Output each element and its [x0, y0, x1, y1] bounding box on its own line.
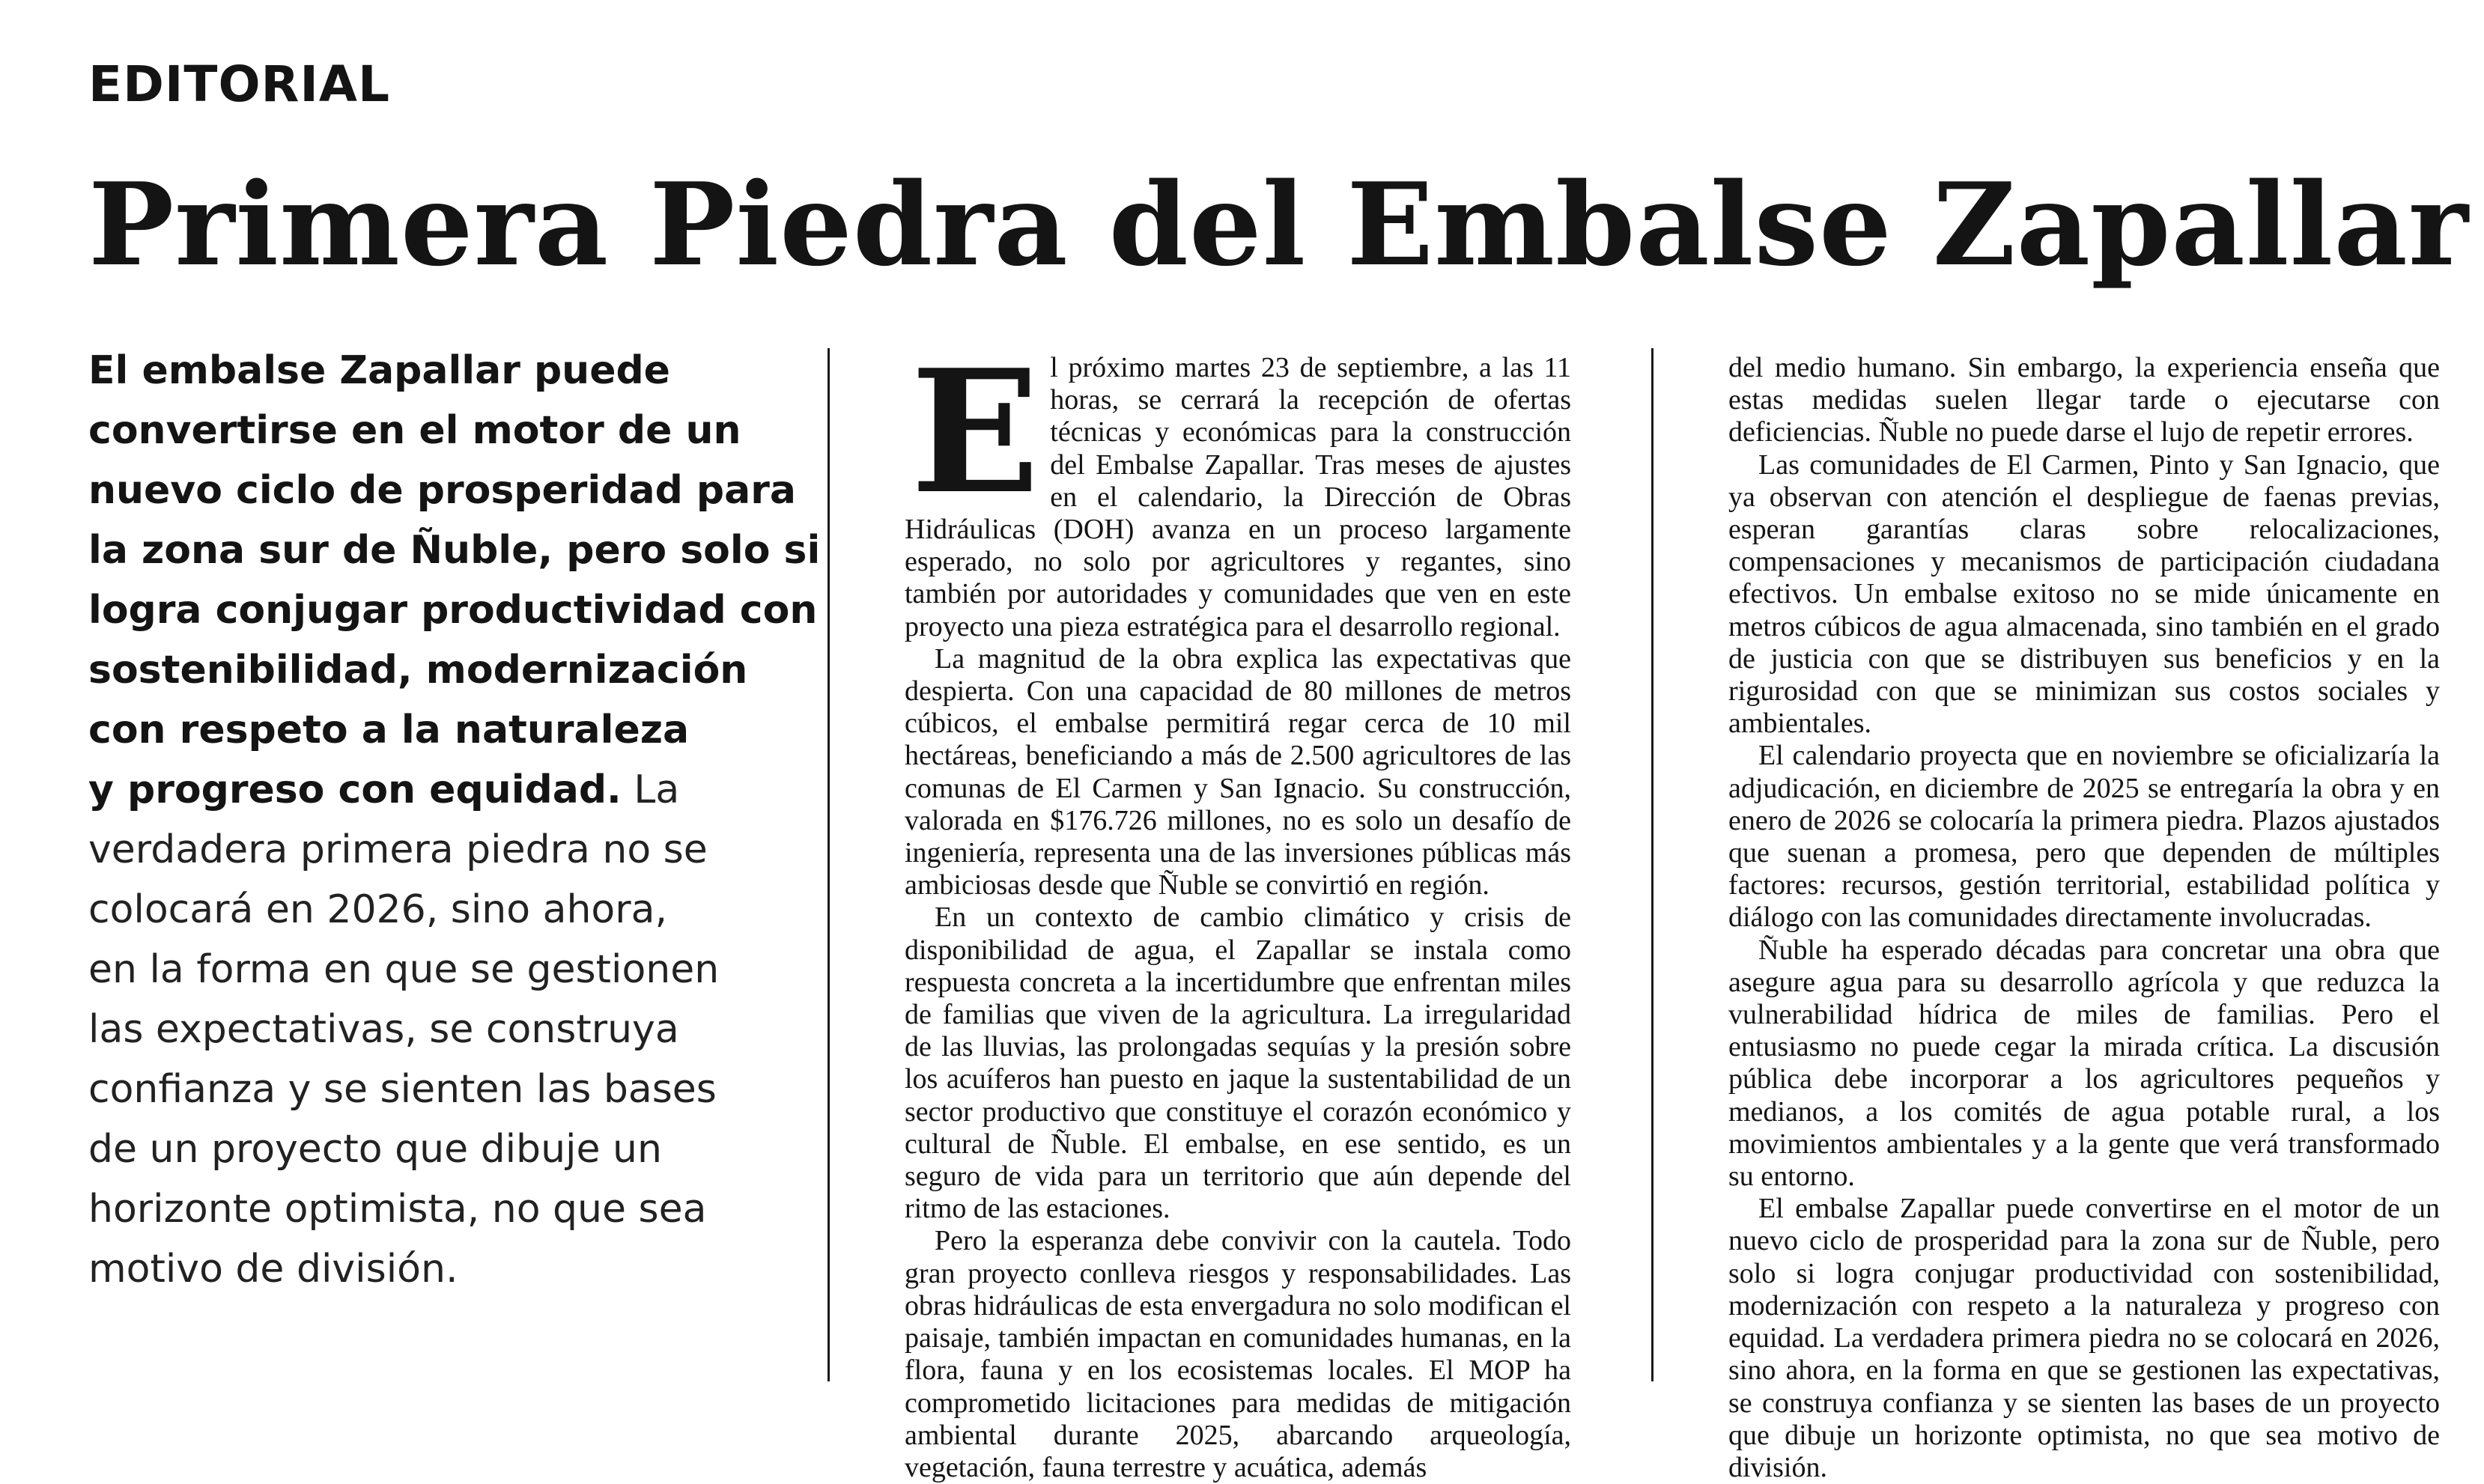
paragraph-3: En un contexto de cambio climático y crisis de disponibilidad de agua, el Zapallar se instala como respuesta concreta a la incertidumbre que enfrentan miles de familias que viven de la agricultura. La irregularidad de las lluvias, las prolongadas sequías y la presión sobre los acuíferos han puesto en jaque la sustentabilidad de un sector productivo que constituye el corazón económico y cultural de Ñuble. El embalse, en ese sentido, es un seguro de vida para un territorio que aún depende del ritmo de las estaciones. — [905, 901, 1571, 1225]
lead-line: convertirse en el motor de un — [88, 408, 741, 453]
drop-cap: E — [911, 333, 1040, 532]
lead-line: logra conjugar productividad con — [88, 588, 818, 633]
lead-line: en la forma en que se gestionen — [88, 947, 720, 992]
lead-line: colocará en 2026, sino ahora, — [88, 887, 668, 932]
section-label: EDITORIAL — [88, 55, 391, 113]
paragraph-2: La magnitud de la obra explica las expectativas que despierta. Con una capacidad de 80 millones de metros cúbicos, el embalse permitirá regar cerca de 10 mil hectáreas, beneficiando a más de 2.500 agricultores de las comunas de El Carmen y San Ignacio. Su construcción, valorada en $176.726 millones, no es solo un desafío de ingeniería, representa una de las inversiones públicas más ambiciosas desde que Ñuble se convirtió en región. — [905, 642, 1571, 901]
lead-line: nuevo ciclo de prosperidad para — [88, 468, 796, 513]
lead-line: sostenibilidad, modernización — [88, 648, 748, 693]
paragraph-1 — [905, 333, 1571, 643]
paragraph-6: El calendario proyecta que en noviembre se oficializaría la adjudicación, en diciembre de 2025 se entregaría la obra y en enero de 2026 se colocaría la primera piedra. Plazos ajustados que suenan a promesa, pero que dependen de múltiples factores: recursos, gestión territorial, estabilidad política y diálogo con las comunidades directamente involucradas. — [1728, 740, 2440, 934]
paragraph-4: Pero la esperanza debe convivir con la cautela. Todo gran proyecto conlleva riesgos y responsabilidades. Las obras hidráulicas de esta envergadura no solo modifican el paisaje, también impactan en comunidades humanas, en la flora, fauna y en los ecosistemas locales. El MOP ha comprometido licitaciones para medidas de mitigación ambiental durante 2025, abarcando arqueología, vegetación, fauna terrestre y acuática, además — [905, 1225, 1571, 1483]
lead-line: motivo de división. — [88, 1247, 458, 1292]
body-column-2 — [1728, 352, 2440, 1484]
lead-bold-end: y progreso con equidad. — [88, 767, 622, 812]
column-divider — [828, 348, 830, 1381]
lead-line: horizonte optimista, no que sea — [88, 1187, 707, 1232]
paragraph-text: l próximo martes 23 de septiembre, a las 11 horas, se cerrará la recepción de ofertas técnicas y económicas para la construcción del Embalse Zapallar. Tras meses de ajustes en el calendario, la Dirección de Obras Hidráulicas (DOH) avanza en un proceso largamente esperado, no solo por agricultores y regantes, sino también por autoridades y comunidades que ven en este proyecto una pieza estratégica para el desarrollo regional. — [905, 352, 1571, 642]
lead-line: de un proyecto que dibuje un — [88, 1127, 662, 1172]
column-divider — [1651, 348, 1654, 1381]
headline: Primera Piedra del Embalse Zapallar — [88, 157, 2469, 291]
paragraph-4-continued: del medio humano. Sin embargo, la experiencia enseña que estas medidas suelen llegar tarde o ejecutarse con deficiencias. Ñuble no puede darse el lujo de repetir errores. — [1728, 352, 2440, 448]
body-column-1 — [905, 333, 1571, 1484]
lead-line: la zona sur de Ñuble, pero solo si — [88, 528, 821, 573]
lead-line: las expectativas, se construya — [88, 1007, 679, 1052]
lead-line: El embalse Zapallar puede — [88, 348, 670, 393]
lead-line-mixed — [88, 760, 777, 820]
paragraph-8: El embalse Zapallar puede convertirse en el motor de un nuevo ciclo de prosperidad para la zona sur de Ñuble, pero solo si logra conjugar productividad con sostenibilidad, modernización con respeto a la naturaleza y progreso con equidad. La verdadera primera piedra no se colocará en 2026, sino ahora, en la forma en que se gestionen las expectativas, se construya confianza y se sienten las bases de un proyecto que dibuje un horizonte optimista, no que sea motivo de división. — [1728, 1193, 2440, 1483]
paragraph-7: Ñuble ha esperado décadas para concretar una obra que asegure agua para su desarrollo agrícola y que reduzca la vulnerabilidad hídrica de miles de familias. Pero el entusiasmo no puede cegar la mirada crítica. La discusión pública debe incorporar a los agricultores pequeños y medianos, a los comités de agua potable rural, a los movimientos ambientales y a la gente que verá transformado su entorno. — [1728, 934, 2440, 1193]
paragraph-5: Las comunidades de El Carmen, Pinto y San Ignacio, que ya observan con atención el despliegue de faenas previas, esperan garantías claras sobre relocalizaciones, compensaciones y mecanismos de participación ciudadana efectivos. Un embalse exitoso no se mide únicamente en metros cúbicos de agua almacenada, sino también en el grado de justicia con que se distribuyen sus beneficios y en la rigurosidad con que se minimizan sus costos sociales y ambientales. — [1728, 448, 2440, 740]
lead-light-start: La — [621, 767, 680, 812]
lead-line: con respeto a la naturaleza — [88, 708, 690, 752]
lead-summary — [88, 341, 821, 1299]
lead-line: verdadera primera piedra no se — [88, 827, 708, 872]
lead-line: confianza y se sienten las bases — [88, 1067, 717, 1112]
